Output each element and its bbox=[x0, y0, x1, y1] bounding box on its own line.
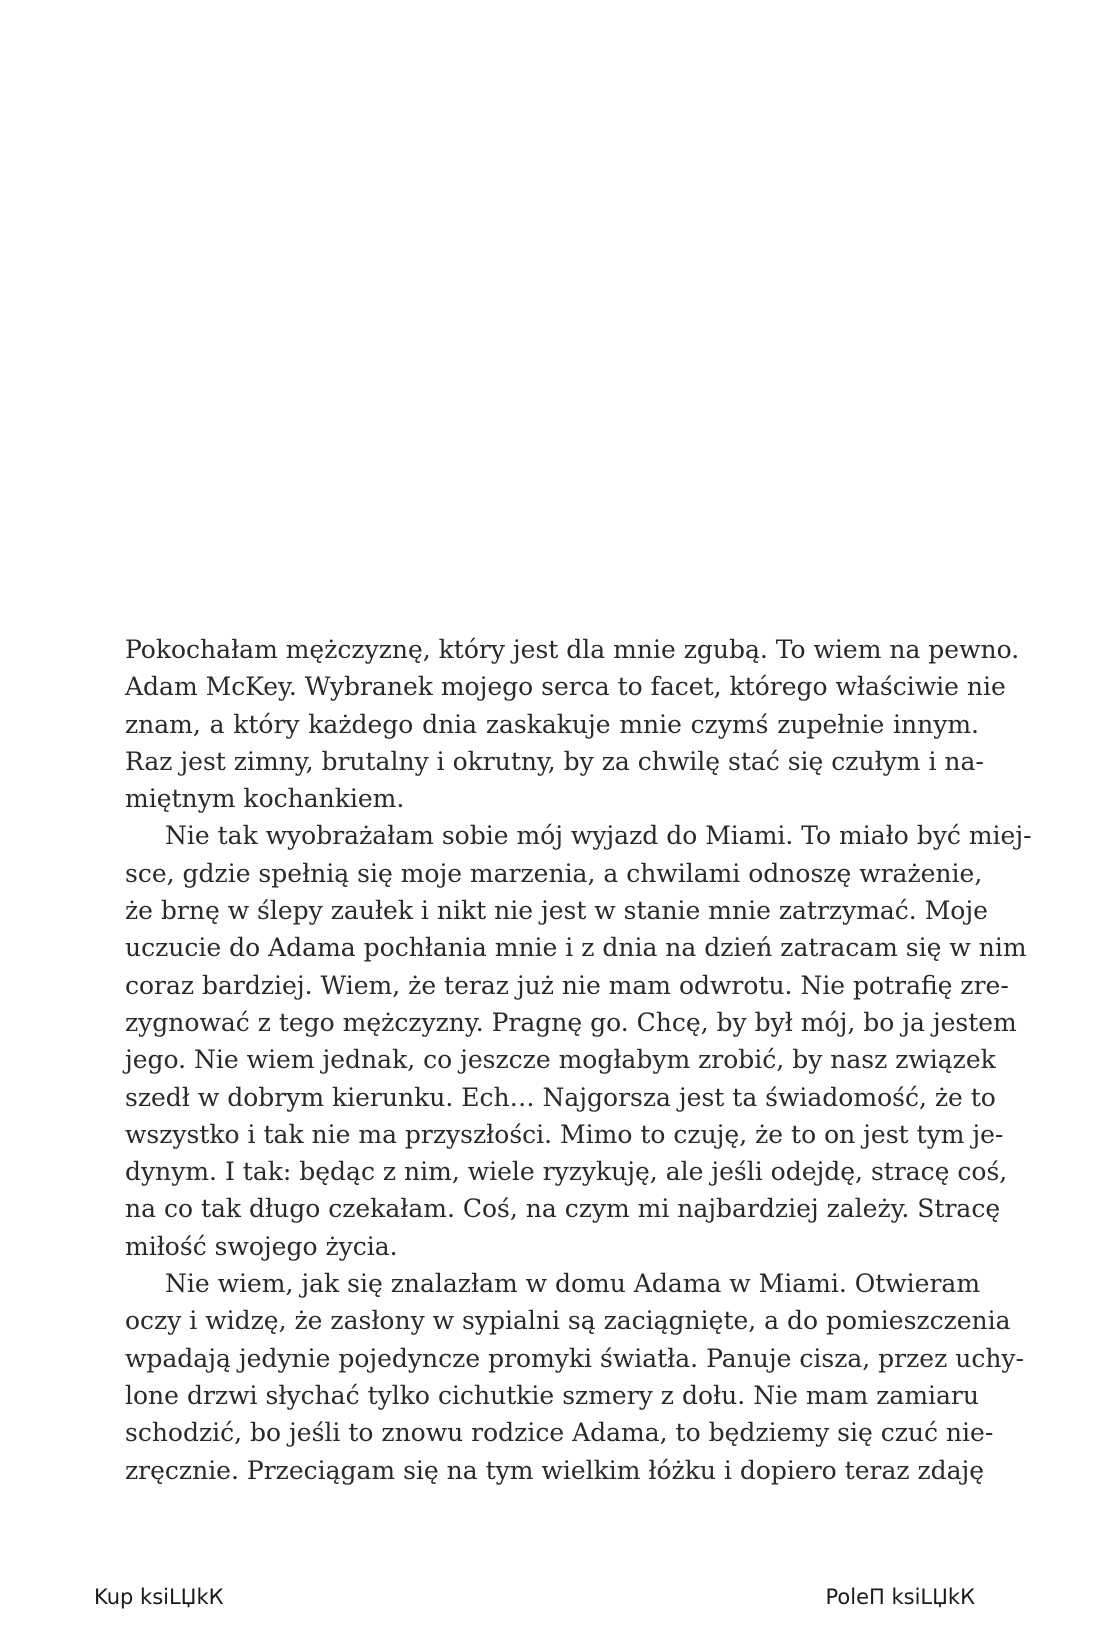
text-line: szedł w dobrym kierunku. Ech… Najgorsza jest ta świadomość, że to bbox=[125, 1082, 996, 1112]
text-line: Nie wiem, jak się znalazłam w domu Adama w Miami. Otwieram bbox=[165, 1269, 981, 1299]
text-line: Nie tak wyobrażałam sobie mój wyjazd do Miami. To miało być miej- bbox=[165, 821, 1032, 851]
text-line: wpadają jedynie pojedyncze promyki światła. Panuje cisza, przez uchy- bbox=[125, 1343, 1024, 1373]
text-line: zygnować z tego mężczyzny. Pragnę go. Chcę, by był mój, bo ja jestem bbox=[125, 1007, 1017, 1037]
text-line: dynym. I tak: będąc z nim, wiele ryzykuję, ale jeśli odejdę, stracę coś, bbox=[125, 1157, 1008, 1187]
recommend-book-link[interactable]: PoleП ksiLЏkК bbox=[825, 1585, 975, 1609]
text-line: znam, a który każdego dnia zaskakuje mnie czymś zupełnie innym. bbox=[125, 709, 979, 739]
text-line: Pokochałam mężczyznę, który jest dla mnie zgubą. To wiem na pewno. bbox=[125, 635, 1020, 664]
text-line: wszystko i tak nie ma przyszłości. Mimo to czuję, że to on jest tym je- bbox=[125, 1119, 1004, 1149]
buy-book-link[interactable]: Kup ksiLЏkК bbox=[94, 1585, 224, 1609]
text-line: miętnym kochankiem. bbox=[125, 784, 405, 814]
text-line: jego. Nie wiem jednak, co jeszcze mogłabym zrobić, by nasz związek bbox=[125, 1045, 996, 1075]
text-line: uczucie do Adama pochłania mnie i z dnia na dzień zatracam się w nim bbox=[125, 933, 1027, 963]
text-line: Raz jest zimny, brutalny i okrutny, by za chwilę stać się czułym i na- bbox=[125, 746, 984, 776]
text-line: miłość swojego życia. bbox=[125, 1231, 398, 1261]
text-line: lone drzwi słychać tylko cichutkie szmery z dołu. Nie mam zamiaru bbox=[125, 1380, 979, 1410]
text-line: schodzić, bo jeśli to znowu rodzice Adama, to będziemy się czuć nie- bbox=[125, 1418, 994, 1448]
text-line: sce, gdzie spełnią się moje marzenia, a chwilami odnoszę wrażenie, bbox=[125, 858, 983, 888]
text-line: oczy i widzę, że zasłony w sypialni są zaciągnięte, a do pomieszczenia bbox=[125, 1306, 1011, 1336]
text-line: zręcznie. Przeciągam się na tym wielkim łóżku i dopiero teraz zdaję bbox=[125, 1455, 985, 1485]
text-line: że brnę w ślepy zaułek i nikt nie jest w stanie mnie zatrzymać. Moje bbox=[125, 896, 988, 926]
text-line: coraz bardziej. Wiem, że teraz już nie mam odwrotu. Nie potrafię zre- bbox=[125, 970, 1009, 1000]
text-line: Adam McKey. Wybranek mojego serca to facet, którego właściwie nie bbox=[125, 672, 1006, 702]
body-text bbox=[125, 631, 1032, 1489]
text-line: na co tak długo czekałam. Coś, na czym mi najbardziej zależy. Stracę bbox=[125, 1194, 1001, 1224]
